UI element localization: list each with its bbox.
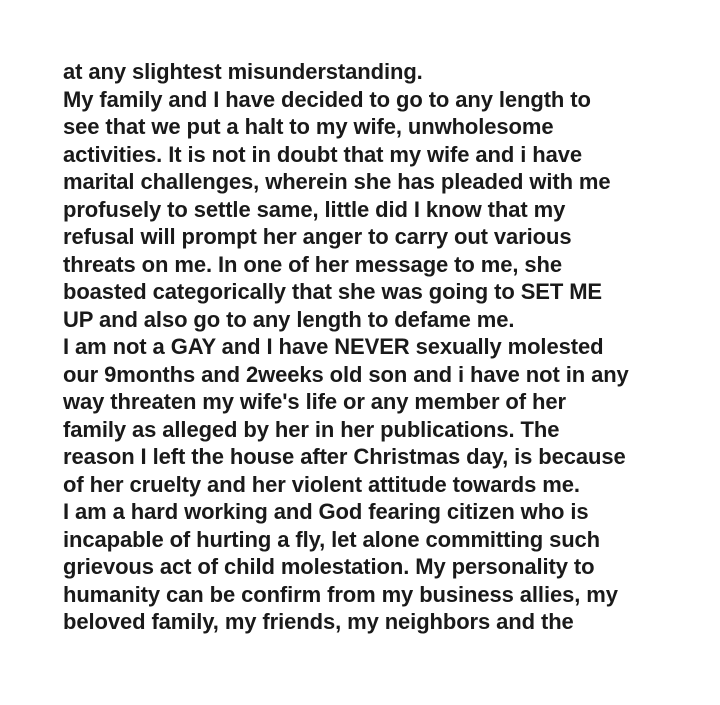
- text-line: activities. It is not in doubt that my wife and i have: [63, 141, 583, 167]
- statement-text: [63, 58, 703, 636]
- text-line: incapable of hurting a fly, let alone committing such: [63, 526, 601, 552]
- text-line: marital challenges, wherein she has pleaded with me: [63, 169, 611, 194]
- text-line: see that we put a halt to my wife, unwholesome: [63, 114, 554, 139]
- text-line: My family and I have decided to go to any length to: [63, 86, 591, 112]
- text-line: I am not a GAY and I have NEVER sexually molested: [63, 334, 604, 359]
- text-line: grievous act of child molestation. My personality to: [63, 554, 595, 579]
- text-line: family as alleged by her in her publications. The: [63, 416, 560, 442]
- text-line: profusely to settle same, little did I know that my: [63, 196, 566, 222]
- text-line: of her cruelty and her violent attitude towards me.: [63, 471, 580, 497]
- text-line: way threaten my wife's life or any member of her: [63, 389, 566, 414]
- text-line: at any slightest misunderstanding.: [63, 59, 423, 84]
- text-line: boasted categorically that she was going to SET ME: [63, 279, 602, 304]
- text-line: humanity can be confirm from my business allies, my: [63, 581, 618, 607]
- text-line: beloved family, my friends, my neighbors and the: [63, 609, 574, 634]
- text-line: refusal will prompt her anger to carry out various: [63, 224, 572, 249]
- text-line: threats on me. In one of her message to me, she: [63, 251, 562, 277]
- text-line: I am a hard working and God fearing citizen who is: [63, 499, 589, 524]
- text-line: our 9months and 2weeks old son and i have not in any: [63, 361, 629, 387]
- text-line: reason I left the house after Christmas day, is because: [63, 444, 626, 469]
- text-line: UP and also go to any length to defame me.: [63, 306, 515, 332]
